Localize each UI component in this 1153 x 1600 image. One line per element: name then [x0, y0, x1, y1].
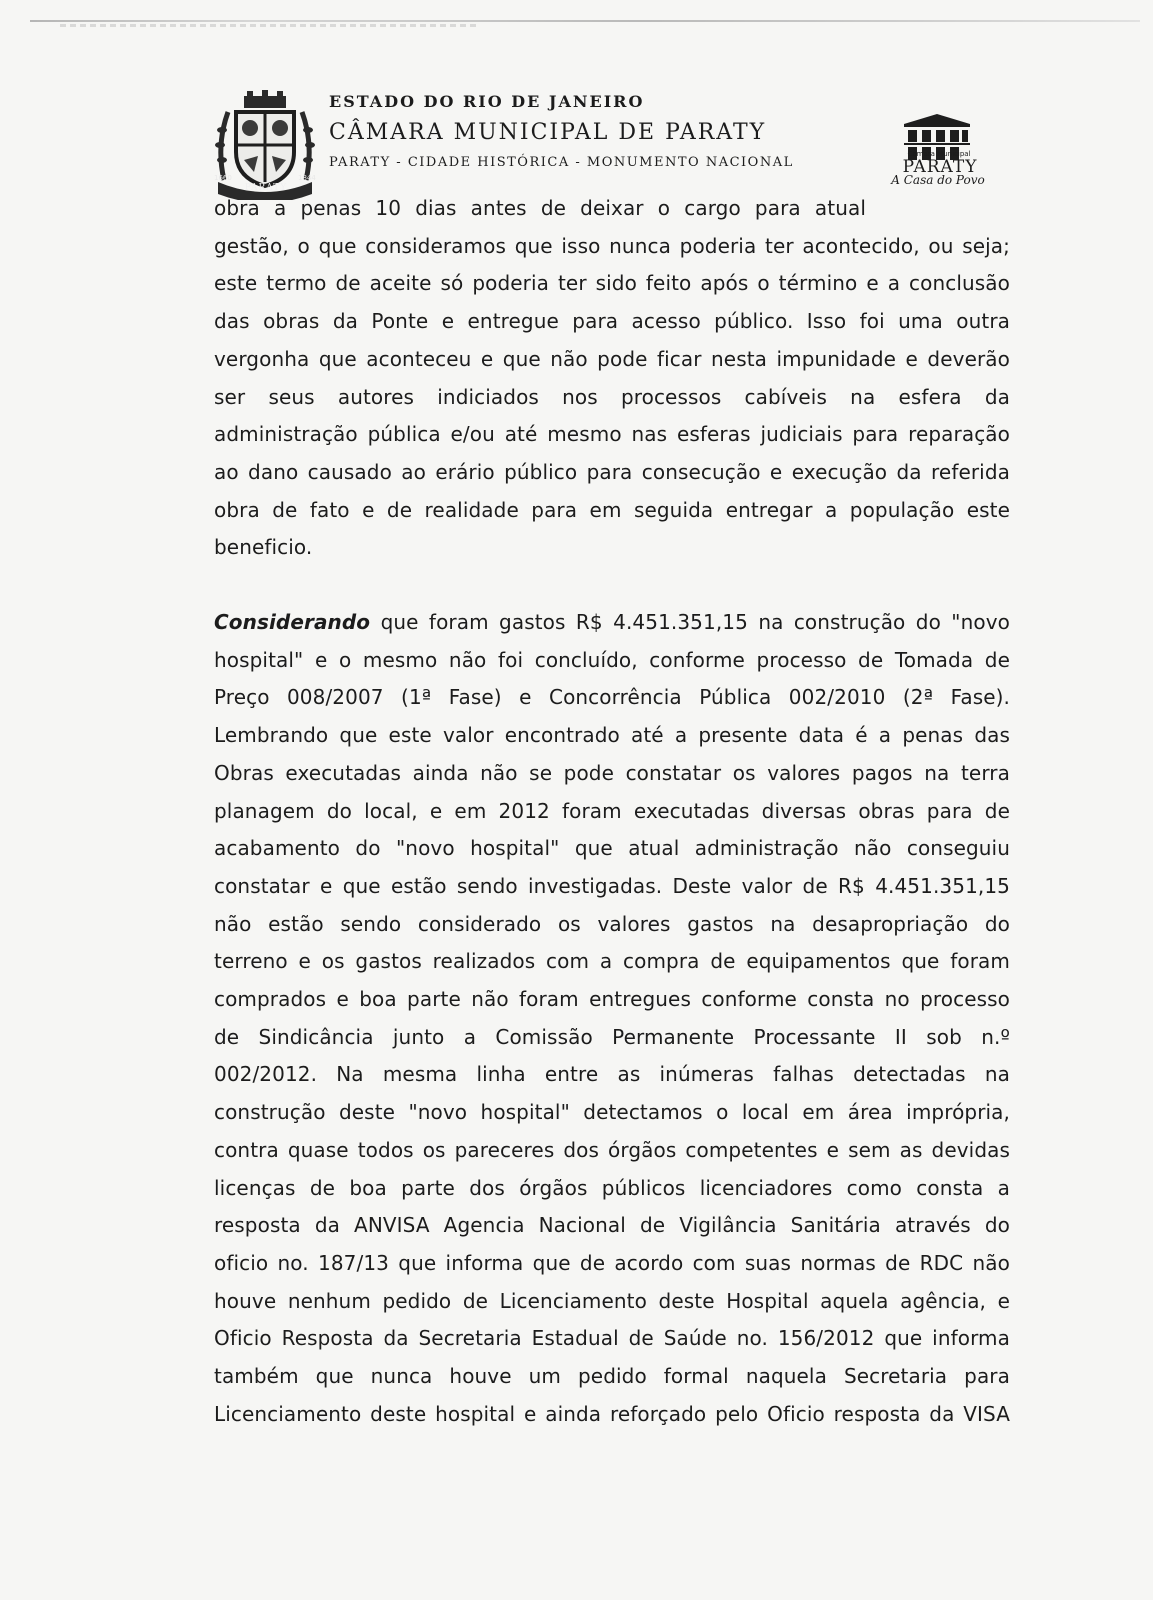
paragraph-2	[214, 604, 1010, 1433]
text-line: acabamento do "novo hospital" que atual administração não conseguiu	[214, 836, 1010, 861]
text-line: obra a penas 10 dias antes de deixar o cargo para atual	[214, 196, 866, 220]
text-line: também que nunca houve um pedido formal naquela Secretaria para	[214, 1364, 1010, 1389]
text-line: das obras da Ponte e entregue para acesso público. Isso foi uma outra	[214, 309, 1010, 334]
text-line: Lembrando que este valor encontrado até a presente data é a penas das	[214, 723, 1010, 748]
scan-edge-noise	[60, 24, 480, 27]
text-line: ao dano causado ao erário público para consecução e execução da referida	[214, 459, 1010, 484]
text-line: resposta da ANVISA Agencia Nacional de Vigilância Sanitária através do	[214, 1213, 1010, 1238]
state-name: ESTADO DO RIO DE JANEIRO	[329, 92, 645, 111]
paragraph-1	[214, 190, 1010, 567]
text-line: licenças de boa parte dos órgãos públicos licenciadores como consta a	[214, 1175, 1010, 1200]
text-line: contra quase todos os pareceres dos órgãos competentes e sem as devidas	[214, 1137, 1010, 1162]
letterhead-text	[329, 92, 794, 172]
text-line: beneficio.	[214, 535, 313, 560]
crest-label: PARATY	[244, 183, 288, 193]
text-line: Preço 008/2007 (1ª Fase) e Concorrência Pública 002/2010 (2ª Fase).	[214, 685, 1010, 710]
text-line: Obras executadas ainda não se pode constatar os valores pagos na terra	[214, 760, 1010, 785]
text-line: construção deste "novo hospital" detectamos o local em área imprópria,	[214, 1100, 1010, 1125]
text-line: hospital" e o mesmo não foi concluído, conforme processo de Tomada de	[214, 647, 1010, 672]
chamber-name: CÂMARA MUNICIPAL DE PARATY	[329, 120, 767, 145]
city-subtitle: PARATY - CIDADE HISTÓRICA - MONUMENTO NACIONAL	[329, 155, 794, 170]
scan-edge-line	[30, 20, 1140, 22]
text-line: ser seus autores indiciados nos processos cabíveis na esfera da	[214, 384, 1010, 409]
logo-small-caption: Câmara Municipal	[907, 150, 971, 158]
considerando-keyword: Considerando	[214, 610, 371, 635]
text-line: administração pública e/ou até mesmo nas esferas judiciais para reparação	[214, 422, 1010, 447]
text-fragment: que foram gastos R$ 4.451.351,15 na construção do "novo	[380, 610, 1010, 635]
text-line: obra de fato e de realidade para em seguida entregar a população este	[214, 497, 1010, 522]
crest-year-left: 1660	[214, 174, 232, 182]
document-body	[214, 190, 1010, 1434]
text-line: de Sindicância junto a Comissão Permanente Processante II sob n.º	[214, 1024, 1010, 1049]
text-line: comprados e boa parte não foram entregues conforme consta no processo	[214, 987, 1010, 1012]
logo-city-name: PARATY	[902, 157, 978, 177]
text-line: gestão, o que consideramos que isso nunca poderia ter acontecido, ou seja;	[214, 233, 1010, 258]
text-line-first	[214, 604, 1010, 642]
text-line: Oficio Resposta da Secretaria Estadual de Saúde no. 156/2012 que informa	[214, 1326, 1010, 1351]
text-line: planagem do local, e em 2012 foram executadas diversas obras para de	[214, 798, 1010, 823]
text-line: oficio no. 187/13 que informa que de acordo com suas normas de RDC não	[214, 1250, 1010, 1275]
crest-year-right: 1844	[298, 174, 316, 182]
text-line: vergonha que aconteceu e que não pode ficar nesta impunidade e deverão	[214, 346, 1010, 371]
text-line: constatar e que estão sendo investigadas. Deste valor de R$ 4.451.351,15	[214, 873, 1010, 898]
text-line: 002/2012. Na mesma linha entre as inúmeras falhas detectadas na	[214, 1062, 1010, 1087]
text-line: não estão sendo considerado os valores gastos na desapropriação do	[214, 911, 1010, 936]
text-line: houve nenhum pedido de Licenciamento deste Hospital aquela agência, e	[214, 1288, 1010, 1313]
text-line: Licenciamento deste hospital e ainda reforçado pelo Oficio resposta da VISA	[214, 1401, 1010, 1426]
logo-tagline: A Casa do Povo	[891, 173, 985, 187]
text-line: este termo de aceite só poderia ter sido feito após o término e a conclusão	[214, 271, 1010, 296]
text-line: terreno e os gastos realizados com a compra de equipamentos que foram	[214, 949, 1010, 974]
